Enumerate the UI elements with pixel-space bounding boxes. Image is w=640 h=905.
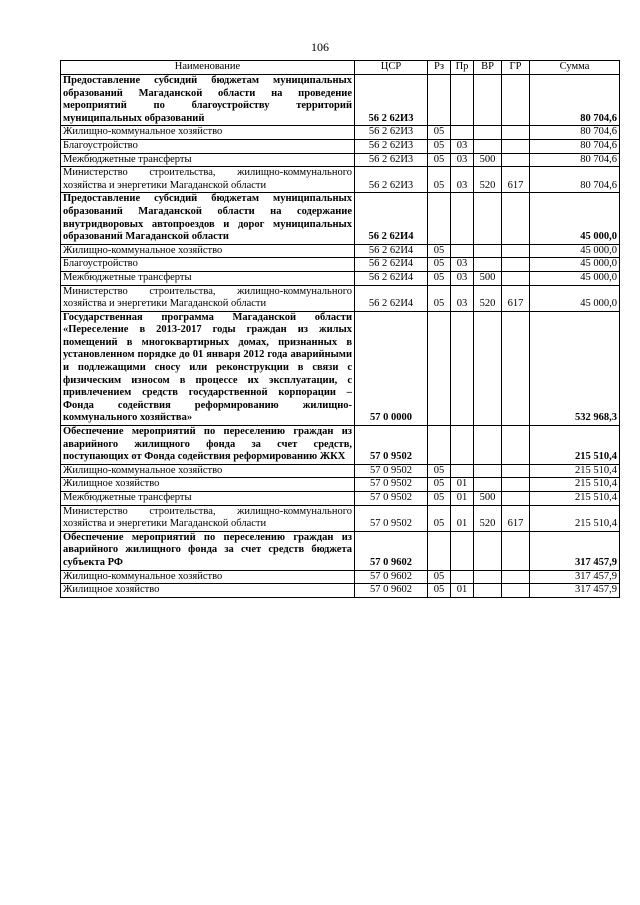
row-gr [502,139,530,153]
row-vr [474,464,502,478]
table-row [61,584,620,598]
table-row [61,570,620,584]
row-gr [502,271,530,285]
row-rz: 05 [428,244,451,258]
row-pr: 03 [451,285,474,311]
row-name: Жилищно-коммунальное хозяйство [61,464,355,478]
table-row [61,311,620,425]
row-name: Жилищное хозяйство [61,584,355,598]
row-rz: 05 [428,584,451,598]
header-sum: Сумма [530,61,620,75]
row-rz: 05 [428,258,451,272]
row-pr [451,75,474,126]
header-csr: ЦСР [355,61,428,75]
row-rz [428,75,451,126]
row-vr: 500 [474,153,502,167]
row-rz: 05 [428,153,451,167]
row-rz: 05 [428,285,451,311]
row-vr [474,426,502,465]
row-name: Обеспечение мероприятий по переселению граждан из аварийного жилищного фонда за счет средств бюджета субъекта РФ [61,531,355,570]
table-header [61,61,620,75]
row-csr: 56 2 62И4 [355,271,428,285]
row-pr: 03 [451,167,474,193]
row-name: Министерство строительства, жилищно-коммунального хозяйства и энергетики Магаданской области [61,167,355,193]
row-sum: 317 457,9 [530,570,620,584]
table-row [61,464,620,478]
table-row [61,505,620,531]
row-vr [474,570,502,584]
row-gr: 617 [502,167,530,193]
row-vr: 520 [474,285,502,311]
table-row [61,271,620,285]
row-csr: 56 2 62И4 [355,193,428,244]
row-gr [502,531,530,570]
header-rz: Рз [428,61,451,75]
row-name: Предоставление субсидий бюджетам муниципальных образований Магаданской области на проведение мероприятий по благоустройству территорий муниципальных образований [61,75,355,126]
row-vr: 500 [474,492,502,506]
row-csr: 57 0 9502 [355,478,428,492]
row-rz: 05 [428,139,451,153]
row-sum: 80 704,6 [530,139,620,153]
row-sum: 317 457,9 [530,531,620,570]
row-rz [428,193,451,244]
row-name: Межбюджетные трансферты [61,492,355,506]
table-row [61,193,620,244]
row-csr: 57 0 0000 [355,311,428,425]
row-sum: 45 000,0 [530,271,620,285]
table-row [61,285,620,311]
row-csr: 56 2 62И4 [355,258,428,272]
row-pr [451,193,474,244]
table-row [61,531,620,570]
row-gr [502,570,530,584]
row-csr: 57 0 9502 [355,464,428,478]
row-pr [451,464,474,478]
row-name: Жилищно-коммунальное хозяйство [61,244,355,258]
row-pr: 03 [451,271,474,285]
row-csr: 57 0 9602 [355,584,428,598]
header-vr: ВР [474,61,502,75]
row-sum: 532 968,3 [530,311,620,425]
row-gr [502,244,530,258]
row-name: Государственная программа Магаданской области «Переселение в 2013-2017 годы граждан из жилых помещений в многоквартирных домах, признанных в установленном порядке до 01 января 2012 года аварийными и подлежащими сносу или реконструкции в связи с физическим износом в процессе их эксплуатации, с привлечением средств государственной корпорации – Фонда содействия реформированию жилищно-коммунального хозяйства» [61,311,355,425]
row-gr [502,193,530,244]
row-sum: 45 000,0 [530,193,620,244]
row-pr [451,531,474,570]
row-csr: 57 0 9502 [355,426,428,465]
row-name: Жилищно-коммунальное хозяйство [61,570,355,584]
row-gr [502,584,530,598]
row-sum: 317 457,9 [530,584,620,598]
header-name: Наименование [61,61,355,75]
row-sum: 80 704,6 [530,153,620,167]
row-gr [502,464,530,478]
page-number: 106 [311,40,329,54]
table-row [61,167,620,193]
row-pr: 01 [451,505,474,531]
row-rz [428,426,451,465]
row-name: Предоставление субсидий бюджетам муниципальных образований Магаданской области на содержание внутридворовых автопроездов и дорог муниципальных образований Магаданской области [61,193,355,244]
row-rz: 05 [428,478,451,492]
row-vr [474,584,502,598]
row-vr [474,75,502,126]
row-csr: 56 2 62И3 [355,153,428,167]
row-vr [474,139,502,153]
row-gr: 617 [502,505,530,531]
row-csr: 57 0 9602 [355,531,428,570]
row-gr [502,311,530,425]
row-csr: 57 0 9602 [355,570,428,584]
row-vr [474,244,502,258]
row-name: Обеспечение мероприятий по переселению граждан из аварийного жилищного фонда за счет средств, поступающих от Фонда содействия реформированию ЖКХ [61,426,355,465]
row-sum: 215 510,4 [530,492,620,506]
table-row [61,75,620,126]
table-row [61,258,620,272]
row-gr [502,258,530,272]
row-rz: 05 [428,505,451,531]
row-pr [451,126,474,140]
row-vr: 520 [474,167,502,193]
row-csr: 57 0 9502 [355,505,428,531]
row-csr: 57 0 9502 [355,492,428,506]
row-csr: 56 2 62И3 [355,75,428,126]
row-gr [502,426,530,465]
row-sum: 80 704,6 [530,75,620,126]
row-gr [502,492,530,506]
row-csr: 56 2 62И4 [355,285,428,311]
row-vr [474,126,502,140]
row-vr [474,311,502,425]
row-csr: 56 2 62И3 [355,167,428,193]
table-row [61,139,620,153]
row-rz [428,311,451,425]
row-pr [451,244,474,258]
row-vr [474,531,502,570]
row-sum: 45 000,0 [530,285,620,311]
row-rz: 05 [428,492,451,506]
row-rz [428,531,451,570]
row-rz: 05 [428,570,451,584]
row-pr: 01 [451,492,474,506]
row-sum: 80 704,6 [530,126,620,140]
row-gr [502,153,530,167]
row-vr [474,258,502,272]
row-name: Жилищное хозяйство [61,478,355,492]
row-gr: 617 [502,285,530,311]
table-row [61,126,620,140]
row-rz: 05 [428,464,451,478]
row-name: Министерство строительства, жилищно-коммунального хозяйства и энергетики Магаданской области [61,285,355,311]
row-pr: 03 [451,153,474,167]
row-gr [502,75,530,126]
header-pr: Пр [451,61,474,75]
row-name: Благоустройство [61,258,355,272]
row-rz: 05 [428,167,451,193]
budget-table [60,60,620,598]
table-row [61,153,620,167]
row-vr: 500 [474,271,502,285]
row-sum: 45 000,0 [530,244,620,258]
row-sum: 215 510,4 [530,478,620,492]
row-sum: 215 510,4 [530,505,620,531]
row-pr: 03 [451,258,474,272]
row-pr [451,311,474,425]
row-name: Межбюджетные трансферты [61,271,355,285]
row-sum: 45 000,0 [530,258,620,272]
row-pr: 01 [451,584,474,598]
row-csr: 56 2 62И4 [355,244,428,258]
table-row [61,478,620,492]
table-row [61,492,620,506]
row-sum: 80 704,6 [530,167,620,193]
row-csr: 56 2 62И3 [355,139,428,153]
row-rz: 05 [428,126,451,140]
table-row [61,244,620,258]
table-row [61,426,620,465]
row-pr: 01 [451,478,474,492]
row-vr: 520 [474,505,502,531]
row-name: Межбюджетные трансферты [61,153,355,167]
row-vr [474,193,502,244]
row-csr: 56 2 62И3 [355,126,428,140]
row-pr [451,570,474,584]
row-gr [502,478,530,492]
row-name: Министерство строительства, жилищно-коммунального хозяйства и энергетики Магаданской области [61,505,355,531]
row-sum: 215 510,4 [530,426,620,465]
row-pr [451,426,474,465]
row-gr [502,126,530,140]
row-pr: 03 [451,139,474,153]
row-vr [474,478,502,492]
row-rz: 05 [428,271,451,285]
row-name: Жилищно-коммунальное хозяйство [61,126,355,140]
row-name: Благоустройство [61,139,355,153]
header-gr: ГР [502,61,530,75]
row-sum: 215 510,4 [530,464,620,478]
